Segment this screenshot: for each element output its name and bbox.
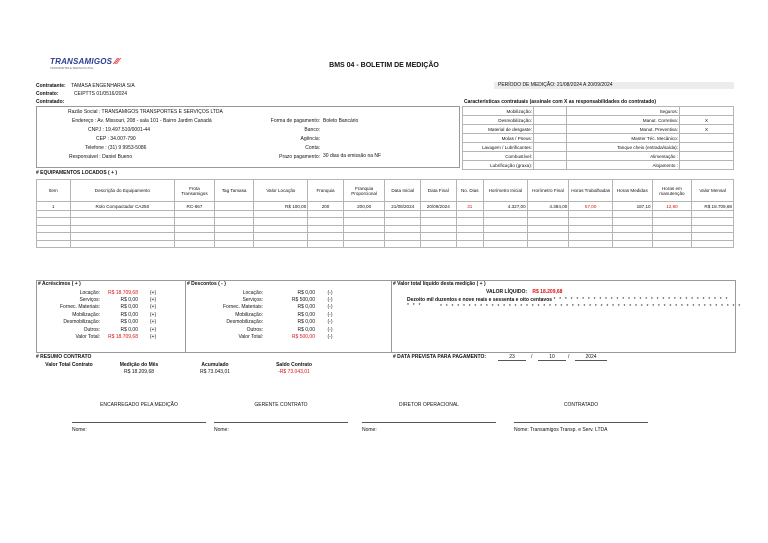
table-cell: 57,00 [569, 202, 613, 211]
table-cell [175, 218, 215, 225]
column-header: Tag Tamasa [214, 180, 254, 202]
table-cell [70, 233, 175, 240]
descontos-sign: (-) [327, 334, 333, 341]
pagamento-mes: 10 [538, 354, 566, 361]
table-cell: 31 [456, 202, 483, 211]
table-cell: 200 [308, 202, 344, 211]
table-cell: 187,10 [613, 202, 653, 211]
column-header: Horímetro Final [527, 180, 569, 202]
table-cell [308, 233, 344, 240]
acrescimos-sign: (+) [149, 289, 157, 296]
table-cell [37, 240, 71, 247]
table-cell [569, 218, 613, 225]
descontos-label: Valor Total: [238, 334, 263, 341]
acrescimos-sign: (+) [149, 297, 157, 304]
caracteristica-left-mark [534, 107, 567, 116]
caracteristica-right-label: Alojamento : [567, 161, 680, 170]
table-cell [456, 225, 483, 232]
table-cell [343, 211, 385, 218]
table-row-empty [37, 211, 734, 218]
table-cell [527, 211, 569, 218]
table-cell [254, 211, 308, 218]
caracteristica-row [463, 161, 734, 170]
pagamento-label: # DATA PREVISTA PARA PAGAMENTO: [393, 354, 487, 360]
table-cell [70, 240, 175, 247]
table-cell [652, 225, 692, 232]
table-cell [483, 218, 527, 225]
table-cell: 4.384,00 [527, 202, 569, 211]
liquido-stars-2: * * * * * * * * * * * * * * * * * * * * * * * * * * * * * * * * * * * * * * * * * * * * * * * * * * * * * [440, 304, 742, 310]
contratante-label: Contratante: [36, 83, 66, 89]
acrescimos-sign: (+) [149, 319, 157, 326]
column-header: Franquia [308, 180, 344, 202]
table-cell [70, 225, 175, 232]
acrescimos-sign: (+) [149, 304, 157, 311]
table-cell [569, 211, 613, 218]
signature-block [506, 402, 656, 442]
acrescimos-item [36, 333, 184, 340]
equipamentos-table [36, 179, 734, 248]
telefone: Telefone : (31) 9 9953-5086 [85, 145, 147, 151]
table-cell [37, 233, 71, 240]
table-cell [70, 218, 175, 225]
signature-block [64, 402, 214, 442]
liquido-stars-1: * * * * * * * * * * * * * * * * * * * * * * * * * * * * * * * * * * [407, 297, 729, 309]
descontos-label: Locação: [242, 289, 263, 296]
table-cell [613, 218, 653, 225]
table-cell [483, 211, 527, 218]
table-cell [456, 240, 483, 247]
descontos-label: Mobilização: [235, 311, 263, 318]
column-header: Franquia Proporcional [343, 180, 385, 202]
resumo-header: Medição do Mês [119, 362, 159, 368]
caracteristica-right-mark [680, 161, 734, 170]
liquido-extenso: Dezoito mil duzentos e nove reais e sessenta e oito centavos [407, 297, 553, 303]
caracteristicas-title: Características contratuais (assinale com X as responsabilidades do contratado) [464, 99, 657, 105]
descontos-label: Outros: [246, 326, 263, 333]
descontos-label: Serviços: [242, 297, 263, 304]
periodo-text: PERÍODO DE MEDIÇÃO: 21/08/2024 A 20/09/2024 [498, 82, 613, 88]
table-cell [652, 211, 692, 218]
caracteristica-left-label: Material de desgaste: [463, 125, 534, 134]
column-header: Horímetro Inicial [483, 180, 527, 202]
periodo-box [494, 82, 734, 89]
caracteristica-left-label: Lubrificação (graxa): [463, 161, 534, 170]
acrescimos-sign: (+) [149, 326, 157, 333]
column-header: Horas em manutenção [652, 180, 692, 202]
signature-block [206, 402, 356, 442]
descontos-sign: (-) [327, 297, 333, 304]
table-cell [421, 218, 457, 225]
table-cell [692, 225, 734, 232]
table-cell: R$ 100,00 [254, 202, 308, 211]
column-header: Valor Locação [254, 180, 308, 202]
caracteristica-left-mark [534, 161, 567, 170]
resumo-header: Acumulado [201, 362, 229, 368]
resumo-title: # RESUMO CONTRATO [36, 354, 92, 360]
table-cell [527, 240, 569, 247]
liquido-box [391, 280, 736, 353]
descontos-title: # Descontos ( - ) [187, 281, 226, 287]
table-cell [308, 218, 344, 225]
table-row-empty [37, 233, 734, 240]
descontos-item [185, 304, 390, 311]
signature-name: Nome: [362, 427, 377, 433]
acrescimos-label: Outros: [83, 326, 100, 333]
pagamento-dia: 23 [498, 354, 526, 361]
table-cell [175, 211, 215, 218]
caracteristica-right-mark: X [680, 116, 734, 125]
column-header: Data Inicial [385, 180, 421, 202]
contratante-value: TAMASA ENGENHARIA S/A [71, 83, 135, 89]
table-cell [214, 218, 254, 225]
signature-line [514, 422, 648, 423]
resumo-value-row [36, 369, 356, 376]
table-cell [385, 218, 421, 225]
signature-block [354, 402, 504, 442]
table-cell [343, 218, 385, 225]
table-cell [385, 225, 421, 232]
column-header: No. Dias [456, 180, 483, 202]
table-cell [652, 233, 692, 240]
table-cell [456, 233, 483, 240]
resumo-table [36, 362, 356, 376]
caracteristica-left-label: Molas / Pneus: [463, 134, 534, 143]
table-cell: RC-667 [175, 202, 215, 211]
acrescimos-value: R$ 0,00 [120, 297, 138, 304]
table-cell: 21/08/2024 [385, 202, 421, 211]
table-cell [569, 240, 613, 247]
liquido-row [486, 289, 562, 295]
table-cell [385, 211, 421, 218]
resumo-value: -R$ 73.043,01 [278, 369, 310, 375]
acrescimos-item [36, 289, 184, 296]
responsavel: Responsável : Daniel Bueno [69, 154, 133, 160]
table-cell [254, 240, 308, 247]
caracteristica-right-label: Manut. Corretiva: [567, 116, 680, 125]
column-header: Descrição do Equipamento [70, 180, 175, 202]
acrescimos-label: Desmobilização: [63, 319, 100, 326]
liquido-label: VALOR LÍQUIDO: [486, 289, 528, 295]
descontos-item [185, 296, 390, 303]
acrescimos-list [36, 289, 184, 341]
table-cell [569, 225, 613, 232]
table-cell [308, 211, 344, 218]
contrato-label: Contrato: [36, 91, 59, 97]
table-cell [527, 218, 569, 225]
signature-line [214, 422, 348, 423]
caracteristica-right-label: Tanque cheio (entrada/saída): [567, 143, 680, 152]
table-cell [214, 233, 254, 240]
descontos-item [185, 289, 390, 296]
acrescimos-label: Mobilização: [72, 311, 100, 318]
table-row [37, 202, 734, 211]
table-cell [254, 225, 308, 232]
table-cell [308, 225, 344, 232]
resumo-header: Saldo Contrato [276, 362, 312, 368]
liquido-title: # Valor total líquido desta medição ( + ) [393, 281, 486, 287]
table-cell [37, 225, 71, 232]
table-cell [483, 225, 527, 232]
table-cell: 12,90 [652, 202, 692, 211]
table-cell [343, 225, 385, 232]
descontos-value: R$ 500,00 [291, 334, 315, 341]
descontos-sign: (-) [327, 326, 333, 333]
table-cell [214, 211, 254, 218]
table-cell: R$ 18.709,68 [692, 202, 734, 211]
table-cell [421, 211, 457, 218]
table-cell [385, 240, 421, 247]
acrescimos-label: Serviços: [79, 297, 100, 304]
table-cell [175, 225, 215, 232]
caracteristica-right-mark [680, 152, 734, 161]
descontos-item [185, 311, 390, 318]
column-header: Horas Medidas [613, 180, 653, 202]
descontos-sign: (-) [327, 289, 333, 296]
table-cell [308, 240, 344, 247]
contrato-row [36, 91, 127, 97]
acrescimos-label: Valor Total: [75, 334, 100, 341]
acrescimos-value: R$ 0,00 [120, 326, 138, 333]
table-cell [214, 202, 254, 211]
signature-name: Nome: [72, 427, 87, 433]
logo-main: TRANSAMIGOS [50, 57, 113, 66]
acrescimos-value: R$ 0,00 [120, 311, 138, 318]
acrescimos-value: R$ 18.709,68 [107, 289, 138, 296]
table-cell [214, 225, 254, 232]
resumo-value [36, 369, 102, 376]
descontos-item [185, 333, 390, 340]
table-cell [527, 233, 569, 240]
descontos-value: R$ 0,00 [297, 311, 315, 318]
descontos-label: Fornec. Materiais: [222, 304, 263, 311]
caracteristica-left-mark [534, 152, 567, 161]
column-header: Horas Trabalhadas [569, 180, 613, 202]
descontos-sign: (-) [327, 311, 333, 318]
resumo-header: Valor Total Contrato [45, 362, 93, 368]
table-cell [652, 218, 692, 225]
caracteristica-right-label: Alimentação : [567, 152, 680, 161]
table-cell [456, 211, 483, 218]
table-cell [613, 233, 653, 240]
table-cell [483, 233, 527, 240]
table-cell [613, 211, 653, 218]
caracteristica-left-mark [534, 143, 567, 152]
resumo-value: R$ 73.043,01 [199, 369, 231, 375]
table-cell [483, 240, 527, 247]
table-cell [692, 218, 734, 225]
acrescimos-value: R$ 0,00 [120, 304, 138, 311]
descontos-sign: (-) [327, 319, 333, 326]
banco-label: Banco: [304, 127, 320, 133]
table-row-empty [37, 218, 734, 225]
descontos-label: Desmobilização: [226, 319, 263, 326]
table-cell [692, 233, 734, 240]
signature-role: GERENTE CONTRATO [254, 402, 308, 408]
conta-label: Conta: [305, 145, 320, 151]
caracteristica-row [463, 143, 734, 152]
acrescimos-sign: (+) [149, 334, 157, 341]
descontos-value: R$ 0,00 [297, 289, 315, 296]
caracteristica-left-label: Combustível: [463, 152, 534, 161]
table-cell [692, 211, 734, 218]
prazo-value: 30 dias da emissão na NF [323, 153, 382, 159]
cep: CEP : 34.007-790 [96, 136, 136, 142]
contratante-row [36, 83, 135, 89]
descontos-item [185, 326, 390, 333]
table-cell [421, 225, 457, 232]
signature-role: CONTRATADO [563, 402, 599, 408]
caracteristica-right-mark: X [680, 125, 734, 134]
signature-name: Nome: [214, 427, 229, 433]
descontos-value: R$ 0,00 [297, 326, 315, 333]
caracteristica-right-mark [680, 107, 734, 116]
table-cell [613, 240, 653, 247]
caracteristica-right-label: Manter Téc. Mecânico: [567, 134, 680, 143]
column-header: Frota Transamigos [175, 180, 215, 202]
column-header: Item [37, 180, 71, 202]
descontos-value: R$ 0,00 [297, 319, 315, 326]
table-row-empty [37, 240, 734, 247]
table-cell [527, 225, 569, 232]
forma-pagamento-label: Forma de pagamento: [270, 118, 320, 124]
caracteristica-left-mark [534, 125, 567, 134]
column-header: Valor Mensal [692, 180, 734, 202]
acrescimos-label: Fornec. Materiais: [59, 304, 100, 311]
table-cell [37, 218, 71, 225]
caracteristica-row [463, 134, 734, 143]
cnpj: CNPJ : 19.497.510/0001-44 [88, 127, 150, 133]
acrescimos-item [36, 311, 184, 318]
caracteristica-right-label: Manut. Preventiva: [567, 125, 680, 134]
table-cell [254, 233, 308, 240]
table-cell [385, 233, 421, 240]
equipamentos-header-row [37, 180, 734, 202]
pagamento-sep-1: / [531, 354, 533, 360]
caracteristica-right-mark [680, 134, 734, 143]
table-cell: 1 [37, 202, 71, 211]
caracteristica-left-label: Lavagem / Lubrificantes: [463, 143, 534, 152]
acrescimos-item [36, 326, 184, 333]
acrescimos-item [36, 319, 184, 326]
descontos-value: R$ 0,00 [297, 304, 315, 311]
pagamento-ano: 2024 [575, 354, 607, 361]
table-cell [421, 240, 457, 247]
caracteristica-row [463, 152, 734, 161]
descontos-sign: (-) [327, 304, 333, 311]
razao-social: Razão Social : TRANSAMIGOS TRANSPORTES E SERVIÇOS LTDA [68, 109, 223, 115]
table-cell [652, 240, 692, 247]
caracteristica-left-mark [534, 134, 567, 143]
table-cell [175, 233, 215, 240]
caracteristica-row [463, 116, 734, 125]
endereco: Endereço : Av. Missouri, 208 - sala 101 - Bairro Jardim Canadá [72, 118, 212, 124]
resumo-header-row [36, 362, 356, 369]
table-cell [214, 240, 254, 247]
column-header: Data Final [421, 180, 457, 202]
signature-name: Nome: Transamigos Transp. e Serv. LTDA [514, 427, 608, 433]
table-cell [254, 218, 308, 225]
table-cell [70, 211, 175, 218]
document-title: BMS 04 - BOLETIM DE MEDIÇÃO [329, 62, 439, 69]
table-cell [692, 240, 734, 247]
table-cell [37, 211, 71, 218]
table-cell [343, 233, 385, 240]
descontos-list [185, 289, 390, 341]
caracteristica-right-mark [680, 143, 734, 152]
acrescimos-item [36, 296, 184, 303]
caracteristica-right-label: Seguros: [567, 107, 680, 116]
acrescimos-label: Locação: [79, 289, 100, 296]
prazo-label: Prazo pagamento: [279, 154, 320, 160]
caracteristica-left-mark [534, 116, 567, 125]
equipamentos-title: # EQUIPAMENTOS LOCADOS ( + ) [36, 170, 118, 176]
agencia-label: Agência: [300, 136, 320, 142]
table-cell: 200,00 [343, 202, 385, 211]
contrato-value: CEIPTTS 01/0516/2024 [73, 91, 127, 97]
logo-subtitle: TRANSPORTES E SERVIÇOS LTDA [50, 67, 94, 70]
contratado-label: Contratado: [36, 99, 65, 105]
pagamento-sep-2: / [568, 354, 570, 360]
caracteristica-row [463, 107, 734, 116]
table-row-empty [37, 225, 734, 232]
signature-line [362, 422, 496, 423]
table-cell: 4.327,00 [483, 202, 527, 211]
signature-role: ENCARREGADO PELA MEDIÇÃO [100, 402, 178, 408]
table-cell [456, 218, 483, 225]
caracteristica-row [463, 125, 734, 134]
table-cell: 20/09/2024 [421, 202, 457, 211]
table-cell [421, 233, 457, 240]
caracteristica-left-label: Desmobilização: [463, 116, 534, 125]
descontos-value: R$ 500,00 [291, 297, 315, 304]
table-cell [569, 233, 613, 240]
liquido-value: R$ 18.209,68 [532, 289, 563, 295]
table-cell [343, 240, 385, 247]
table-cell [175, 240, 215, 247]
assinaturas [36, 402, 734, 442]
signature-role: DIRETOR OPERACIONAL [399, 402, 459, 408]
acrescimos-value: R$ 0,00 [120, 319, 138, 326]
caracteristica-left-label: Mobilização: [463, 107, 534, 116]
acrescimos-sign: (+) [149, 311, 157, 318]
resumo-value: R$ 18.209,68 [123, 369, 155, 375]
descontos-item [185, 319, 390, 326]
signature-line [72, 422, 206, 423]
acrescimos-item [36, 304, 184, 311]
contratado-details [36, 108, 223, 117]
logo-stripes: ⁄⁄⁄ [112, 57, 120, 66]
table-cell: Rolo Compactador CA250 [70, 202, 175, 211]
table-cell [613, 225, 653, 232]
caracteristicas-table [462, 106, 734, 170]
forma-pagamento-value: Boleto Bancário [323, 118, 359, 124]
acrescimos-value: R$ 18.709,68 [107, 334, 138, 341]
acrescimos-title: # Acréscimos ( + ) [38, 281, 81, 287]
payment-labels [230, 117, 320, 162]
